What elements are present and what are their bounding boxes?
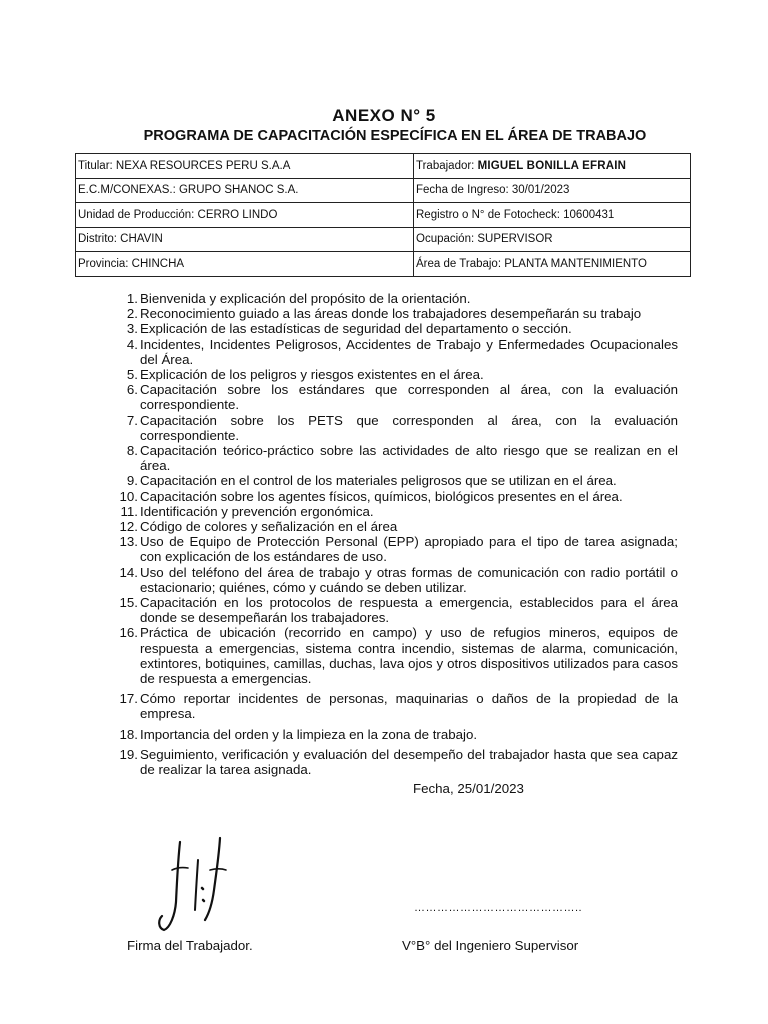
- list-item: [119, 595, 678, 626]
- handwritten-signature: [150, 830, 240, 940]
- item-text: Capacitación en el control de los materiales peligrosos que se utilizan en el área.: [140, 473, 617, 489]
- provincia-cell: Provincia: CHINCHA: [76, 252, 414, 277]
- item-number: 17.: [119, 691, 138, 707]
- item-text: Capacitación sobre los PETS que corresponden al área, con la evaluación correspondiente.: [140, 412, 678, 443]
- item-text: Capacitación sobre los agentes físicos, químicos, biológicos presentes en el área.: [140, 488, 623, 504]
- item-text: Bienvenida y explicación del propósito de la orientación.: [140, 291, 471, 306]
- item-number: 2.: [126, 306, 138, 322]
- item-number: 16.: [119, 625, 138, 641]
- trabajador-cell: [414, 154, 691, 179]
- list-item: [126, 306, 678, 322]
- item-text: Seguimiento, verificación y evaluación del desempeño del trabajador hasta que sea capaz de realizar la tarea asignada.: [140, 746, 678, 778]
- list-item: [126, 291, 678, 306]
- list-item: [126, 473, 678, 489]
- item-text: Cómo reportar incidentes de personas, maquinarias o daños de la propiedad de la empresa.: [140, 691, 678, 722]
- training-list: [119, 291, 678, 778]
- table-row: [76, 154, 691, 179]
- supervisor-signature-label: V°B° del Ingeniero Supervisor: [402, 938, 579, 953]
- titular-cell: Titular: NEXA RESOURCES PERU S.A.A: [76, 154, 414, 179]
- area-trabajo-cell: Área de Trabajo: PLANTA MANTENIMIENTO: [414, 252, 691, 277]
- page-subtitle: PROGRAMA DE CAPACITACIÓN ESPECÍFICA EN EL ÁREA DE TRABAJO: [143, 128, 647, 144]
- item-number: 6.: [126, 382, 138, 398]
- item-text: Uso del teléfono del área de trabajo y otras formas de comunicación con radio portátil o estacionario; quiénes, cómo y cuándo se deben utilizar.: [140, 564, 678, 595]
- item-text: Explicación de los peligros y riesgos existentes en el área.: [140, 367, 484, 383]
- ocupacion-cell: Ocupación: SUPERVISOR: [414, 227, 691, 252]
- ecm-cell: E.C.M/CONEXAS.: GRUPO SHANOC S.A.: [76, 178, 414, 203]
- item-text: Incidentes, Incidentes Peligrosos, Accidentes de Trabajo y Enfermedades Ocupacionales del Área.: [140, 336, 678, 367]
- item-number: 8.: [126, 443, 138, 459]
- item-number: 9.: [126, 473, 138, 489]
- item-text: Capacitación teórico-práctico sobre las actividades de alto riesgo que se realizan en el área.: [140, 443, 678, 474]
- list-item: [120, 503, 678, 519]
- info-table: [75, 153, 691, 277]
- fotocheck-cell: Registro o N° de Fotocheck: 10600431: [414, 203, 691, 228]
- item-number: 12.: [119, 519, 138, 535]
- list-item: [126, 321, 678, 337]
- item-text: Capacitación sobre los estándares que corresponden al área, con la evaluación correspondiente.: [140, 382, 678, 413]
- item-number: 13.: [119, 534, 138, 550]
- trabajador-name: MIGUEL BONILLA EFRAIN: [477, 159, 627, 172]
- item-number: 14.: [119, 564, 138, 580]
- supervisor-signature-line: ……………………………………..: [414, 902, 583, 914]
- item-number: 3.: [126, 321, 138, 337]
- item-number: 19.: [119, 746, 138, 762]
- list-item: [126, 412, 678, 443]
- page-title: ANEXO N° 5: [332, 106, 436, 125]
- item-text: Uso de Equipo de Protección Personal (EPP) apropiado para el tipo de tarea asignada; con explicación de los estándares de uso.: [140, 534, 678, 565]
- fecha-ingreso-cell: Fecha de Ingreso: 30/01/2023: [414, 178, 691, 203]
- distrito-cell: Distrito: CHAVIN: [76, 227, 414, 252]
- item-text: Identificación y prevención ergonómica.: [140, 503, 374, 519]
- table-row: [76, 227, 691, 252]
- item-number: 7.: [126, 412, 138, 428]
- list-item: [119, 534, 678, 565]
- item-text: Código de colores y señalización en el área: [140, 519, 398, 535]
- table-row: [76, 203, 691, 228]
- list-item: [119, 625, 678, 687]
- item-number: 10.: [119, 488, 138, 504]
- list-item: [119, 488, 678, 504]
- unidad-cell: Unidad de Producción: CERRO LINDO: [76, 203, 414, 228]
- list-item: [119, 519, 678, 535]
- list-item: [119, 691, 678, 722]
- table-row: [76, 178, 691, 203]
- item-number: 1.: [126, 291, 138, 306]
- list-item: [119, 746, 678, 778]
- document-date: Fecha, 25/01/2023: [413, 781, 524, 796]
- item-text: Capacitación en los protocolos de respuesta a emergencia, establecidos para el área donde se desempeñarán los trabajadores.: [140, 595, 678, 626]
- item-number: 18.: [119, 726, 138, 742]
- trabajador-label: Trabajador:: [416, 159, 478, 172]
- list-item: [126, 443, 678, 474]
- item-text: Explicación de las estadísticas de seguridad del departamento o sección.: [140, 321, 572, 337]
- item-text: Práctica de ubicación (recorrido en campo) y uso de refugios mineros, equipos de respuesta a emergencias, sistema contra incendio, sistemas de alarma, comunicación, extintores, botiquines, camillas, duchas, lava ojos y otros dispositivos utilizados para casos de respuesta a emergencias.: [140, 625, 678, 687]
- list-item: [126, 336, 678, 367]
- item-number: 4.: [126, 336, 138, 352]
- table-row: [76, 252, 691, 277]
- list-item: [119, 726, 678, 742]
- item-number: 5.: [126, 367, 138, 383]
- item-text: Reconocimiento guiado a las áreas donde los trabajadores desempeñarán su trabajo: [140, 306, 642, 322]
- list-item: [119, 564, 678, 595]
- worker-signature-label: Firma del Trabajador.: [127, 938, 253, 953]
- item-text: Importancia del orden y la limpieza en la zona de trabajo.: [140, 726, 478, 742]
- item-number: 11.: [120, 503, 138, 519]
- list-item: [126, 367, 678, 383]
- item-number: 15.: [119, 595, 138, 611]
- list-item: [126, 382, 678, 413]
